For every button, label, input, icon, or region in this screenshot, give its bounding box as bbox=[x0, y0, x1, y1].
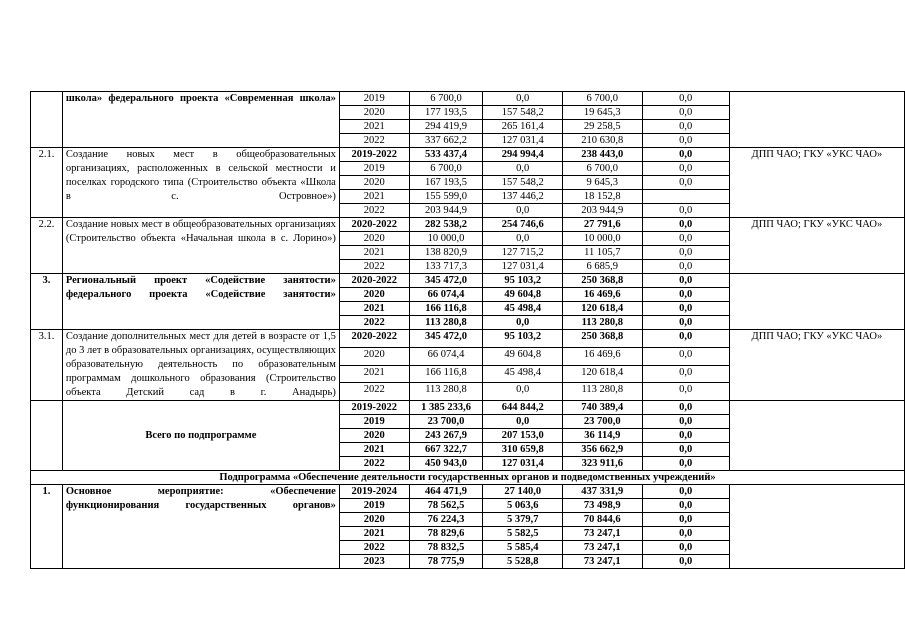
total-amount-cell: 450 943,0 bbox=[409, 457, 483, 471]
regional-amount-cell: 6 700,0 bbox=[563, 92, 643, 106]
federal-amount-cell: 265 161,4 bbox=[483, 120, 563, 134]
regional-amount-cell: 238 443,0 bbox=[563, 148, 643, 162]
regional-amount-cell: 323 911,6 bbox=[563, 457, 643, 471]
item-description: Создание новых мест в общеобразовательных организациях (Строительство объекта «Начальная школа в с. Лорино») bbox=[62, 218, 339, 274]
total-amount-cell: 464 471,9 bbox=[409, 485, 483, 499]
executor-cell bbox=[729, 401, 904, 471]
year-cell: 2022 bbox=[339, 260, 409, 274]
total-amount-cell: 113 280,8 bbox=[409, 316, 483, 330]
total-amount-cell: 345 472,0 bbox=[409, 274, 483, 288]
other-amount-cell: 0,0 bbox=[642, 443, 729, 457]
total-amount-cell: 113 280,8 bbox=[409, 383, 483, 401]
other-amount-cell: 0,0 bbox=[642, 365, 729, 383]
year-cell: 2019-2022 bbox=[339, 401, 409, 415]
year-cell: 2022 bbox=[339, 457, 409, 471]
other-amount-cell: 0,0 bbox=[642, 162, 729, 176]
table-row bbox=[31, 274, 905, 288]
federal-amount-cell: 0,0 bbox=[483, 162, 563, 176]
year-cell: 2019 bbox=[339, 162, 409, 176]
federal-amount-cell: 95 103,2 bbox=[483, 274, 563, 288]
other-amount-cell: 0,0 bbox=[642, 415, 729, 429]
regional-amount-cell: 6 685,9 bbox=[563, 260, 643, 274]
federal-amount-cell: 0,0 bbox=[483, 92, 563, 106]
executor-cell: ДПП ЧАО; ГКУ «УКС ЧАО» bbox=[729, 330, 904, 401]
federal-amount-cell: 5 063,6 bbox=[483, 499, 563, 513]
table-row bbox=[31, 218, 905, 232]
year-cell: 2020 bbox=[339, 347, 409, 365]
regional-amount-cell: 16 469,6 bbox=[563, 347, 643, 365]
executor-cell bbox=[729, 485, 904, 569]
federal-amount-cell: 310 659,8 bbox=[483, 443, 563, 457]
year-cell: 2020-2022 bbox=[339, 274, 409, 288]
year-cell: 2022 bbox=[339, 541, 409, 555]
federal-amount-cell: 127 715,2 bbox=[483, 246, 563, 260]
item-description: школа» федерального проекта «Современная школа» bbox=[62, 92, 339, 148]
total-amount-cell: 177 193,5 bbox=[409, 106, 483, 120]
regional-amount-cell: 23 700,0 bbox=[563, 415, 643, 429]
total-amount-cell: 66 074,4 bbox=[409, 288, 483, 302]
total-amount-cell: 337 662,2 bbox=[409, 134, 483, 148]
regional-amount-cell: 18 152,8 bbox=[563, 190, 643, 204]
regional-amount-cell: 740 389,4 bbox=[563, 401, 643, 415]
other-amount-cell: 0,0 bbox=[642, 260, 729, 274]
regional-amount-cell: 203 944,9 bbox=[563, 204, 643, 218]
total-amount-cell: 345 472,0 bbox=[409, 330, 483, 348]
other-amount-cell: 0,0 bbox=[642, 316, 729, 330]
total-amount-cell: 155 599,0 bbox=[409, 190, 483, 204]
item-description: Региональный проект «Содействие занятости» федерального проекта «Содействие занятости» bbox=[62, 274, 339, 330]
item-description: Создание новых мест в общеобразовательных организациях, расположенных в сельской местности и поселках городского типа (Строительство объекта «Школа в с. Островное») bbox=[62, 148, 339, 218]
other-amount-cell: 0,0 bbox=[642, 246, 729, 260]
total-amount-cell: 243 267,9 bbox=[409, 429, 483, 443]
federal-amount-cell: 157 548,2 bbox=[483, 176, 563, 190]
year-cell: 2020 bbox=[339, 513, 409, 527]
regional-amount-cell: 120 618,4 bbox=[563, 365, 643, 383]
federal-amount-cell: 45 498,4 bbox=[483, 365, 563, 383]
federal-amount-cell: 5 582,5 bbox=[483, 527, 563, 541]
federal-amount-cell: 0,0 bbox=[483, 316, 563, 330]
other-amount-cell: 0,0 bbox=[642, 148, 729, 162]
other-amount-cell: 0,0 bbox=[642, 429, 729, 443]
federal-amount-cell: 0,0 bbox=[483, 415, 563, 429]
regional-amount-cell: 19 645,3 bbox=[563, 106, 643, 120]
year-cell: 2022 bbox=[339, 204, 409, 218]
year-cell: 2022 bbox=[339, 383, 409, 401]
other-amount-cell: 0,0 bbox=[642, 485, 729, 499]
federal-amount-cell: 127 031,4 bbox=[483, 134, 563, 148]
item-number: 2.1. bbox=[31, 148, 63, 218]
total-amount-cell: 667 322,7 bbox=[409, 443, 483, 457]
total-amount-cell: 138 820,9 bbox=[409, 246, 483, 260]
federal-amount-cell: 95 103,2 bbox=[483, 330, 563, 348]
regional-amount-cell: 73 247,1 bbox=[563, 555, 643, 569]
regional-amount-cell: 250 368,8 bbox=[563, 330, 643, 348]
federal-amount-cell: 5 379,7 bbox=[483, 513, 563, 527]
item-number bbox=[31, 92, 63, 148]
regional-amount-cell: 437 331,9 bbox=[563, 485, 643, 499]
year-cell: 2020 bbox=[339, 429, 409, 443]
item-number bbox=[31, 401, 63, 471]
other-amount-cell: 0,0 bbox=[642, 541, 729, 555]
total-amount-cell: 78 775,9 bbox=[409, 555, 483, 569]
year-cell: 2019 bbox=[339, 499, 409, 513]
federal-amount-cell: 49 604,8 bbox=[483, 288, 563, 302]
regional-amount-cell: 9 645,3 bbox=[563, 176, 643, 190]
item-description: Создание дополнительных мест для детей в возрасте от 1,5 до 3 лет в образовательных организациях, осуществляющих образовательную деятельность по образовательным программам дошкольного образования (Строительство объекта Детский сад в г. Анадырь) bbox=[62, 330, 339, 401]
federal-amount-cell: 45 498,4 bbox=[483, 302, 563, 316]
federal-amount-cell: 5 585,4 bbox=[483, 541, 563, 555]
executor-cell bbox=[729, 274, 904, 330]
other-amount-cell bbox=[642, 190, 729, 204]
year-cell: 2019 bbox=[339, 92, 409, 106]
federal-amount-cell: 127 031,4 bbox=[483, 457, 563, 471]
year-cell: 2020 bbox=[339, 176, 409, 190]
executor-cell: ДПП ЧАО; ГКУ «УКС ЧАО» bbox=[729, 148, 904, 218]
total-amount-cell: 6 700,0 bbox=[409, 162, 483, 176]
federal-amount-cell: 127 031,4 bbox=[483, 260, 563, 274]
item-number: 1. bbox=[31, 485, 63, 569]
table-row bbox=[31, 148, 905, 162]
regional-amount-cell: 16 469,6 bbox=[563, 288, 643, 302]
year-cell: 2020 bbox=[339, 232, 409, 246]
other-amount-cell: 0,0 bbox=[642, 134, 729, 148]
other-amount-cell: 0,0 bbox=[642, 274, 729, 288]
executor-cell: ДПП ЧАО; ГКУ «УКС ЧАО» bbox=[729, 218, 904, 274]
regional-amount-cell: 11 105,7 bbox=[563, 246, 643, 260]
item-number: 3.1. bbox=[31, 330, 63, 401]
federal-amount-cell: 0,0 bbox=[483, 204, 563, 218]
budget-table bbox=[30, 91, 905, 569]
item-number: 3. bbox=[31, 274, 63, 330]
federal-amount-cell: 49 604,8 bbox=[483, 347, 563, 365]
year-cell: 2019-2022 bbox=[339, 148, 409, 162]
federal-amount-cell: 5 528,8 bbox=[483, 555, 563, 569]
other-amount-cell: 0,0 bbox=[642, 176, 729, 190]
federal-amount-cell: 207 153,0 bbox=[483, 429, 563, 443]
year-cell: 2021 bbox=[339, 527, 409, 541]
table-row bbox=[31, 330, 905, 348]
item-description: Основное мероприятие: «Обеспечение функционирования государственных органов» bbox=[62, 485, 339, 569]
executor-cell bbox=[729, 92, 904, 148]
federal-amount-cell: 294 994,4 bbox=[483, 148, 563, 162]
subprogram-header-row bbox=[31, 471, 905, 485]
total-amount-cell: 203 944,9 bbox=[409, 204, 483, 218]
total-label: Всего по подпрограмме bbox=[62, 401, 339, 471]
table-row bbox=[31, 401, 905, 415]
total-amount-cell: 78 562,5 bbox=[409, 499, 483, 513]
year-cell: 2020-2022 bbox=[339, 330, 409, 348]
year-cell: 2020-2022 bbox=[339, 218, 409, 232]
year-cell: 2021 bbox=[339, 443, 409, 457]
total-amount-cell: 133 717,3 bbox=[409, 260, 483, 274]
total-amount-cell: 533 437,4 bbox=[409, 148, 483, 162]
federal-amount-cell: 0,0 bbox=[483, 232, 563, 246]
regional-amount-cell: 356 662,9 bbox=[563, 443, 643, 457]
regional-amount-cell: 29 258,5 bbox=[563, 120, 643, 134]
regional-amount-cell: 120 618,4 bbox=[563, 302, 643, 316]
other-amount-cell: 0,0 bbox=[642, 457, 729, 471]
year-cell: 2021 bbox=[339, 302, 409, 316]
year-cell: 2021 bbox=[339, 190, 409, 204]
other-amount-cell: 0,0 bbox=[642, 499, 729, 513]
regional-amount-cell: 6 700,0 bbox=[563, 162, 643, 176]
year-cell: 2020 bbox=[339, 288, 409, 302]
total-amount-cell: 10 000,0 bbox=[409, 232, 483, 246]
item-number: 2.2. bbox=[31, 218, 63, 274]
regional-amount-cell: 210 630,8 bbox=[563, 134, 643, 148]
federal-amount-cell: 254 746,6 bbox=[483, 218, 563, 232]
federal-amount-cell: 644 844,2 bbox=[483, 401, 563, 415]
federal-amount-cell: 137 446,2 bbox=[483, 190, 563, 204]
total-amount-cell: 294 419,9 bbox=[409, 120, 483, 134]
total-amount-cell: 78 832,5 bbox=[409, 541, 483, 555]
other-amount-cell: 0,0 bbox=[642, 347, 729, 365]
total-amount-cell: 166 116,8 bbox=[409, 365, 483, 383]
other-amount-cell: 0,0 bbox=[642, 302, 729, 316]
other-amount-cell: 0,0 bbox=[642, 401, 729, 415]
year-cell: 2023 bbox=[339, 555, 409, 569]
regional-amount-cell: 113 280,8 bbox=[563, 316, 643, 330]
year-cell: 2022 bbox=[339, 316, 409, 330]
total-amount-cell: 23 700,0 bbox=[409, 415, 483, 429]
total-amount-cell: 167 193,5 bbox=[409, 176, 483, 190]
regional-amount-cell: 73 247,1 bbox=[563, 541, 643, 555]
total-amount-cell: 6 700,0 bbox=[409, 92, 483, 106]
regional-amount-cell: 113 280,8 bbox=[563, 383, 643, 401]
total-amount-cell: 66 074,4 bbox=[409, 347, 483, 365]
regional-amount-cell: 70 844,6 bbox=[563, 513, 643, 527]
federal-amount-cell: 27 140,0 bbox=[483, 485, 563, 499]
other-amount-cell: 0,0 bbox=[642, 218, 729, 232]
table-row bbox=[31, 92, 905, 106]
total-amount-cell: 76 224,3 bbox=[409, 513, 483, 527]
year-cell: 2021 bbox=[339, 246, 409, 260]
federal-amount-cell: 0,0 bbox=[483, 383, 563, 401]
total-amount-cell: 78 829,6 bbox=[409, 527, 483, 541]
year-cell: 2019-2024 bbox=[339, 485, 409, 499]
total-amount-cell: 166 116,8 bbox=[409, 302, 483, 316]
year-cell: 2021 bbox=[339, 365, 409, 383]
regional-amount-cell: 73 498,9 bbox=[563, 499, 643, 513]
total-amount-cell: 1 385 233,6 bbox=[409, 401, 483, 415]
other-amount-cell: 0,0 bbox=[642, 106, 729, 120]
other-amount-cell: 0,0 bbox=[642, 513, 729, 527]
other-amount-cell: 0,0 bbox=[642, 330, 729, 348]
other-amount-cell: 0,0 bbox=[642, 527, 729, 541]
other-amount-cell: 0,0 bbox=[642, 232, 729, 246]
other-amount-cell: 0,0 bbox=[642, 120, 729, 134]
table-row bbox=[31, 485, 905, 499]
regional-amount-cell: 27 791,6 bbox=[563, 218, 643, 232]
regional-amount-cell: 73 247,1 bbox=[563, 527, 643, 541]
total-amount-cell: 282 538,2 bbox=[409, 218, 483, 232]
regional-amount-cell: 250 368,8 bbox=[563, 274, 643, 288]
subprogram-title: Подпрограмма «Обеспечение деятельности государственных органов и подведомственных учреждений» bbox=[31, 471, 905, 485]
other-amount-cell: 0,0 bbox=[642, 288, 729, 302]
year-cell: 2019 bbox=[339, 415, 409, 429]
other-amount-cell: 0,0 bbox=[642, 383, 729, 401]
year-cell: 2022 bbox=[339, 134, 409, 148]
year-cell: 2020 bbox=[339, 106, 409, 120]
other-amount-cell: 0,0 bbox=[642, 92, 729, 106]
regional-amount-cell: 10 000,0 bbox=[563, 232, 643, 246]
other-amount-cell: 0,0 bbox=[642, 204, 729, 218]
federal-amount-cell: 157 548,2 bbox=[483, 106, 563, 120]
year-cell: 2021 bbox=[339, 120, 409, 134]
other-amount-cell: 0,0 bbox=[642, 555, 729, 569]
regional-amount-cell: 36 114,9 bbox=[563, 429, 643, 443]
